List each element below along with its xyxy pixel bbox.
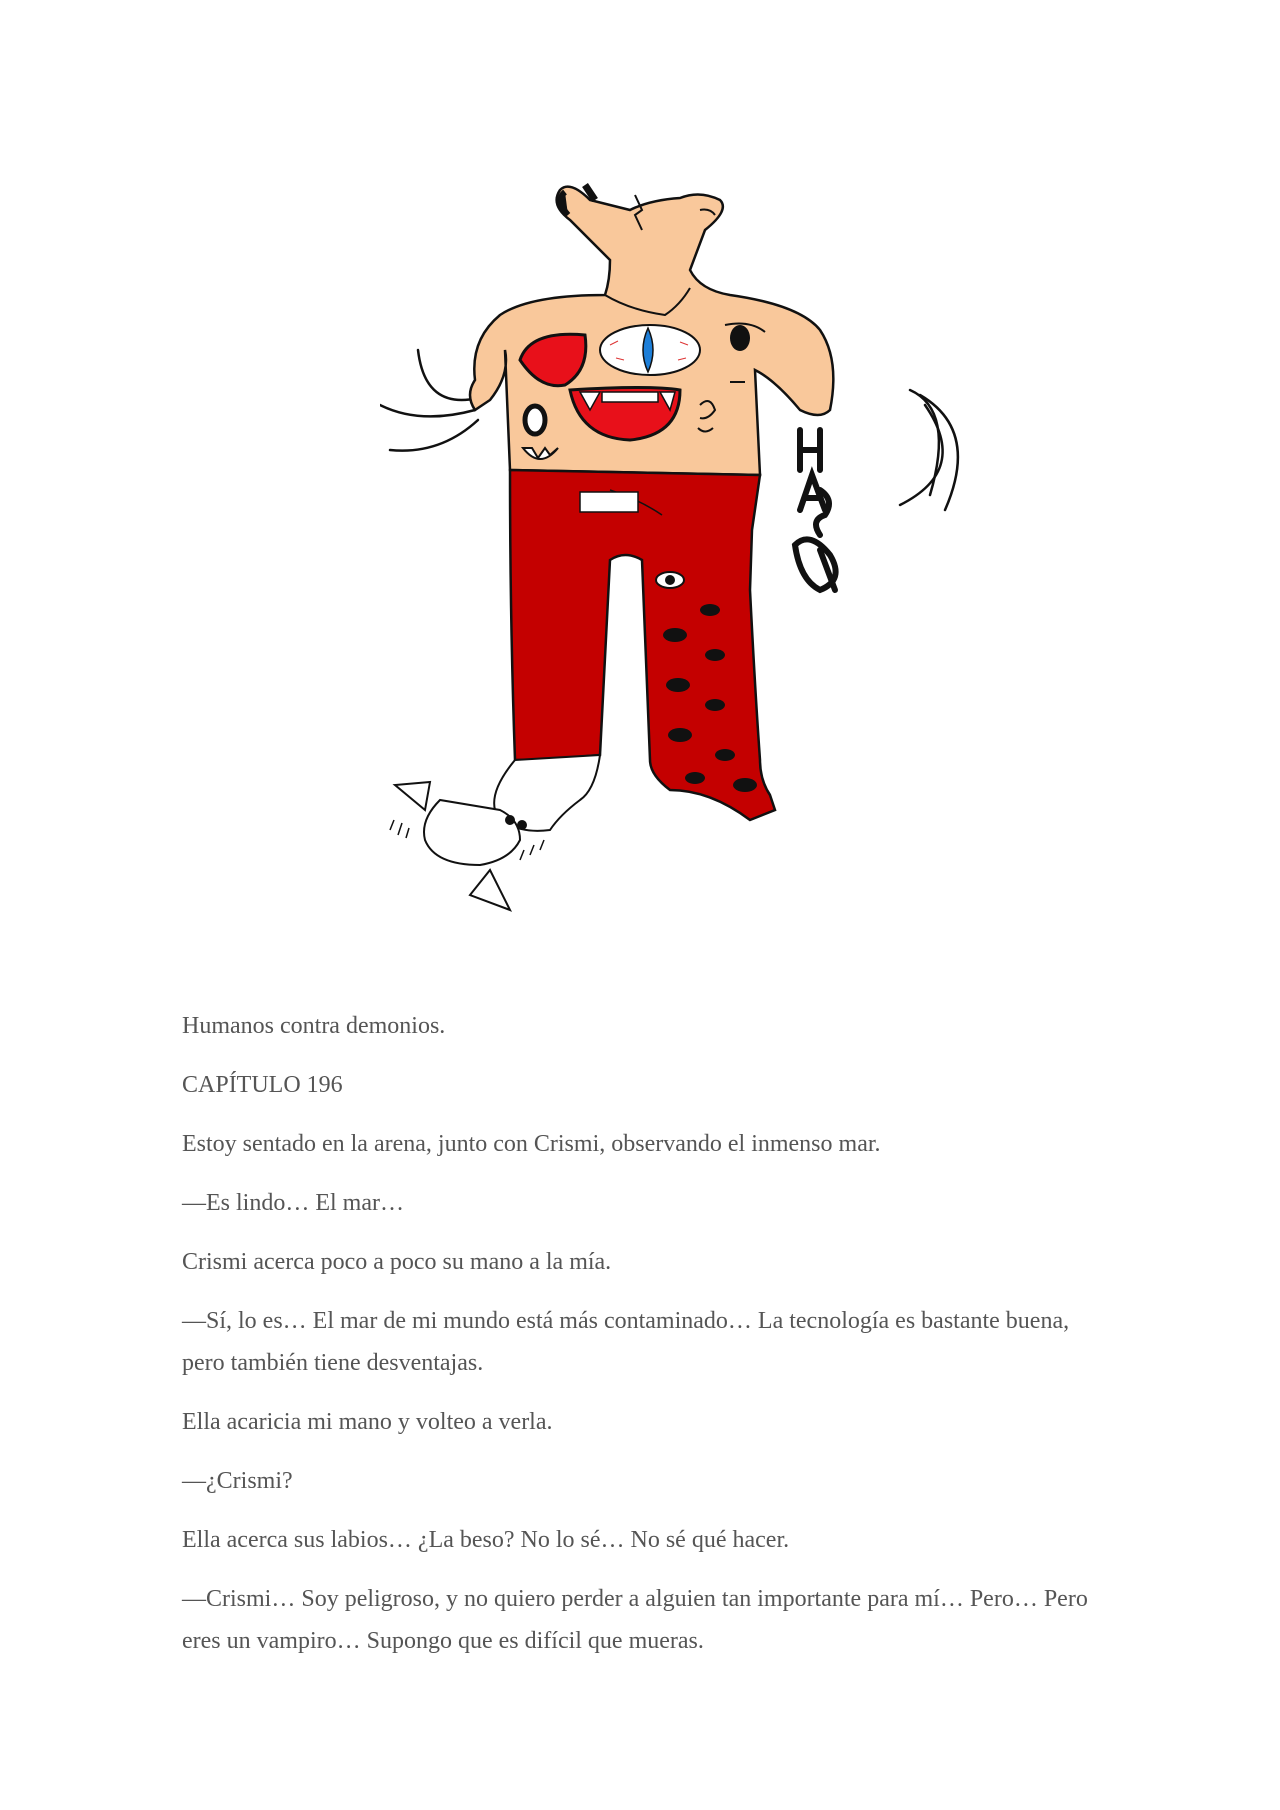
demon-illustration — [380, 170, 1000, 1000]
paragraph: Estoy sentado en la arena, junto con Crismi, observando el inmenso mar. — [182, 1131, 881, 1157]
small-eye — [525, 406, 545, 434]
chest-eye — [600, 325, 700, 375]
paragraph: —Crismi… Soy peligroso, y no quiero perder a alguien tan importante para mí… Pero… Pero eres un vampiro… Supongo que es difícil que mueras. — [182, 1586, 1088, 1654]
chapter-heading: CAPÍTULO 196 — [182, 1072, 343, 1098]
right-claw — [900, 390, 958, 510]
paragraph: —Es lindo… El mar… — [182, 1190, 404, 1216]
paragraph: Crismi acerca poco a poco su mano a la mía. — [182, 1249, 612, 1275]
hand-and-creature — [390, 755, 600, 910]
paragraph: —¿Crismi? — [182, 1468, 293, 1494]
document-body — [182, 1005, 1102, 1679]
paragraph: Ella acerca sus labios… ¿La beso? No lo sé… No sé qué hacer. — [182, 1527, 790, 1553]
paragraph: Ella acaricia mi mano y volteo a verla. — [182, 1409, 553, 1435]
signature-mark — [795, 430, 836, 590]
left-claw — [380, 350, 478, 451]
document-title: Humanos contra demonios. — [182, 1013, 446, 1039]
paragraph: —Sí, lo es… El mar de mi mundo está más contaminado… La tecnología es bastante buena, pero también tiene desventajas. — [182, 1308, 1070, 1376]
